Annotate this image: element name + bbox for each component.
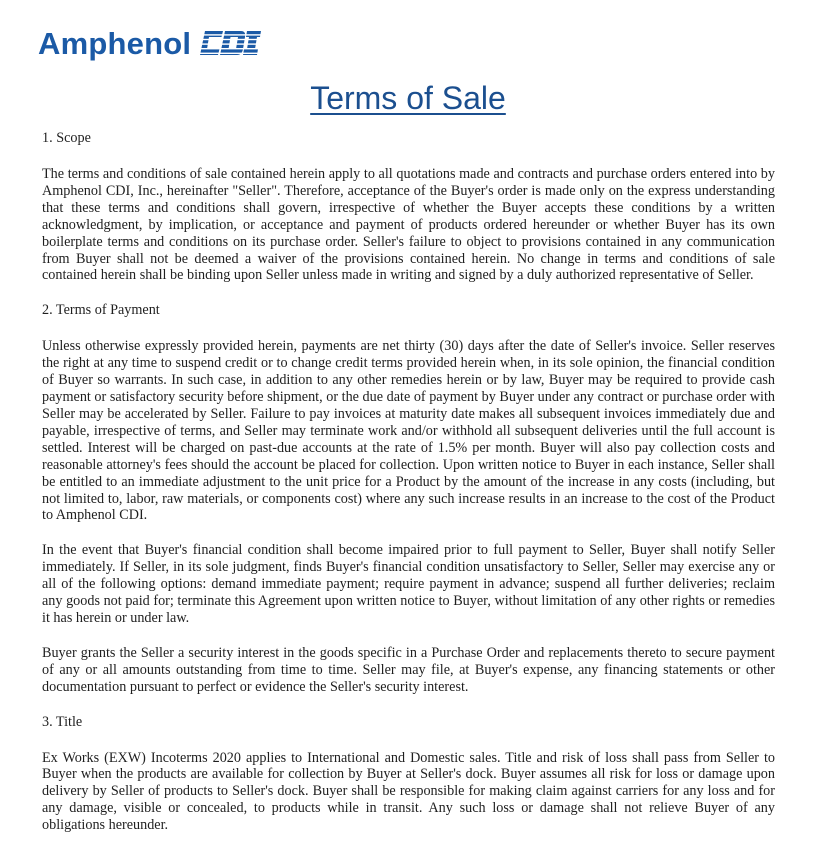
cdi-logo-mark-icon xyxy=(197,28,263,58)
section-title xyxy=(42,714,775,835)
section-scope xyxy=(42,130,775,284)
section-heading: 2. Terms of Payment xyxy=(42,302,160,319)
page-title xyxy=(0,76,816,120)
company-logo xyxy=(38,24,263,64)
section-paragraph: The terms and conditions of sale contained herein apply to all quotations made and contracts and purchase orders entered into by Amphenol CDI, Inc., hereinafter "Seller". Therefore, acceptance of the Buyer's order is made only on the express understanding that these terms and conditions shall govern, irrespective of whether the Buyer accepts these conditions by a written acknowledgment, by implication, or acceptance and payment of products ordered hereunder or whether Buyer has its own boilerplate terms and conditions on its purchase order. Seller's failure to object to provisions contained in any communication from Buyer shall not be deemed a waiver of the provisions contained herein. No change in terms and conditions of sale contained herein shall be binding upon Seller unless made in writing and signed by a duly authorized representative of Seller. xyxy=(42,166,775,284)
page-title-text: Terms of Sale xyxy=(310,80,506,116)
section-heading: 1. Scope xyxy=(42,130,91,146)
section-paragraph: In the event that Buyer's financial condition shall become impaired prior to full payment to Seller, Buyer shall notify Seller immediately. If Seller, in its sole judgment, finds Buyer's financial condition unsatisfactory to Seller, Seller may exercise any or all of the following options: demand immediate payment; require payment in advance; suspend all further deliveries; reclaim any goods not paid for; terminate this Agreement upon written notice to Buyer, without limitation of any other rights or remedies it has herein or under law. xyxy=(42,542,775,626)
section-paragraph: Ex Works (EXW) Incoterms 2020 applies to International and Domestic sales. Title and risk of loss shall pass from Seller to Buyer when the products are available for collection by Buyer at Seller's dock. Buyer assumes all risk for loss or damage upon delivery by Seller of products to Seller's dock. Buyer shall be responsible for making claim against carriers for any loss and for any damage, visible or concealed, to products while in transit. Any such loss or damage shall not relieve Buyer of any obligations hereunder. xyxy=(42,749,775,834)
section-paragraph: Buyer grants the Seller a security interest in the goods specific in a Purchase Order and replacements thereto to secure payment of any or all amounts outstanding from time to time. Seller may file, at Buyer's expense, any financing statements or other documentation pursuant to perfect or evidence the Seller's security interest. xyxy=(42,644,775,695)
document-body xyxy=(42,130,775,834)
logo-wordmark: Amphenol xyxy=(38,26,192,61)
section-paragraph: Unless otherwise expressly provided herein, payments are net thirty (30) days after the date of Seller's invoice. Seller reserves the right at any time to suspend credit or to change credit terms provided herein when, in its sole opinion, the financial condition of Buyer so warrants. In such case, in addition to any other remedies herein or by law, Buyer may be required to provide cash payment or satisfactory security before shipment, or the due date of payment by Buyer under any contract or purchase order with Seller may be accelerated by Seller. Failure to pay invoices at maturity date makes all subsequent invoices immediately due and payable, irrespective of terms, and Seller may terminate work and/or withhold all subsequent deliveries until the full account is settled. Interest will be charged on past-due accounts at the rate of 1.5% per month. Buyer will also pay collection costs and reasonable attorney's fees should the account be placed for collection. Upon written notice to Buyer in each instance, Seller shall be entitled to an immediate adjustment to the unit price for a Product by the amount of the increase in any costs (including, but not limited to, labor, raw materials, or components cost) where any such increase results in an increase to the cost of the Product to Amphenol CDI. xyxy=(42,338,775,524)
section-terms-of-payment xyxy=(42,302,775,695)
section-heading: 3. Title xyxy=(42,713,83,730)
